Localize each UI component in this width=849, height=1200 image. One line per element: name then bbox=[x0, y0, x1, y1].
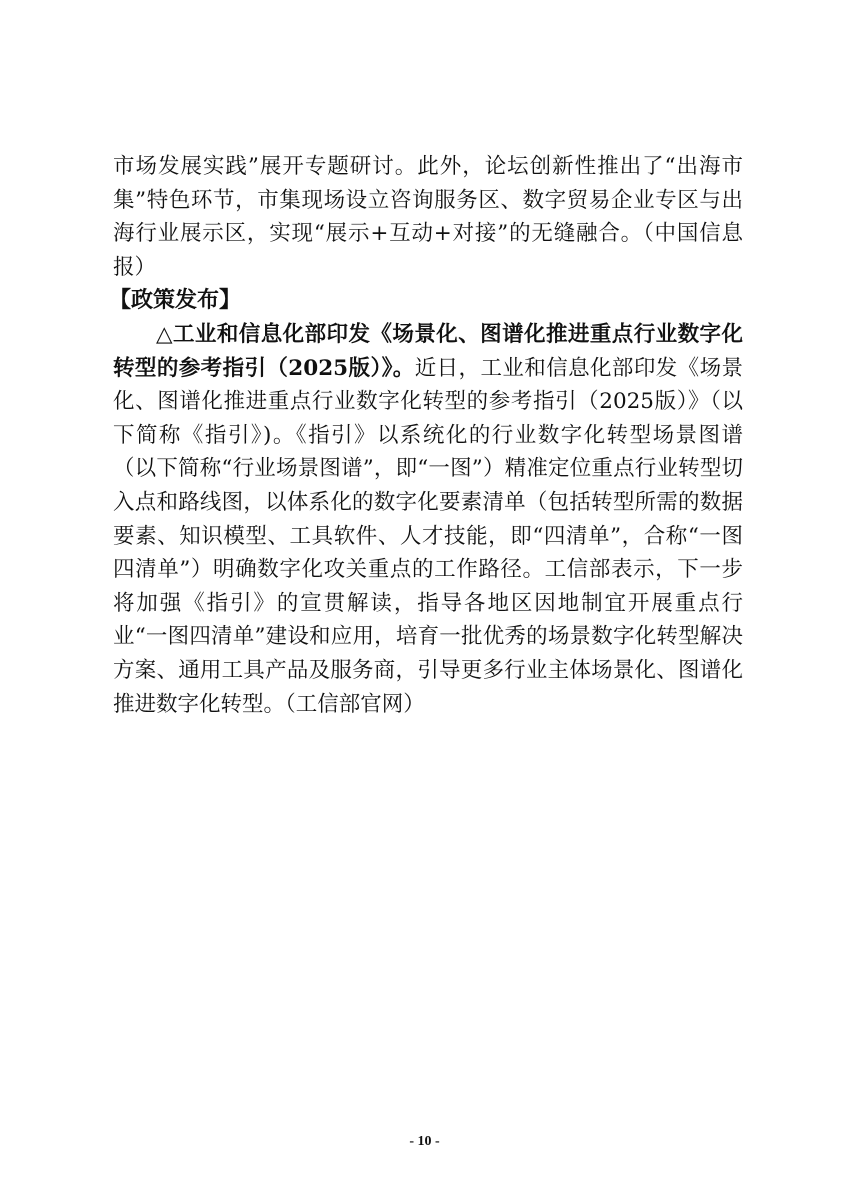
policy-paragraph bbox=[113, 318, 743, 721]
intro-paragraph: 市场发展实践”展开专题研讨。此外，论坛创新性推出了“出海市集”特色环节，市集现场设立咨询服务区、数字贸易企业专区与出海行业展示区，实现“展示+互动+对接”的无缝融合。（中国信息报） bbox=[113, 154, 743, 280]
policy-headline: △工业和信息化部印发《场景化、图谱化推进重点行业数字化转型的参考指引（2025版）》。 bbox=[113, 321, 743, 381]
policy-body: 近日，工业和信息化部印发《场景化、图谱化推进重点行业数字化转型的参考指引（2025版）》（以下简称《指引》)。《指引》以系统化的行业数字化转型场景图谱（以下简称“行业场景图谱”，即“一图”）精准定位重点行业转型切入点和路线图，以体系化的数字化要素清单（包括转型所需的数据要素、知识模型、工具软件、人才技能，即“四清单”，合称“一图四清单”）明确数字化攻关重点的工作路径。工信部表示，下一步将加强《指引》的宣贯解读，指导各地区因地制宜开展重点行业“一图四清单”建设和应用，培育一批优秀的场景数字化转型解决方案、通用工具产品及服务商，引导更多行业主体场景化、图谱化推进数字化转型。（工信部官网） bbox=[113, 355, 743, 717]
page-number: - 10 - bbox=[409, 1134, 440, 1149]
section-heading: 【政策发布】 bbox=[109, 287, 242, 314]
document-page bbox=[109, 150, 743, 721]
